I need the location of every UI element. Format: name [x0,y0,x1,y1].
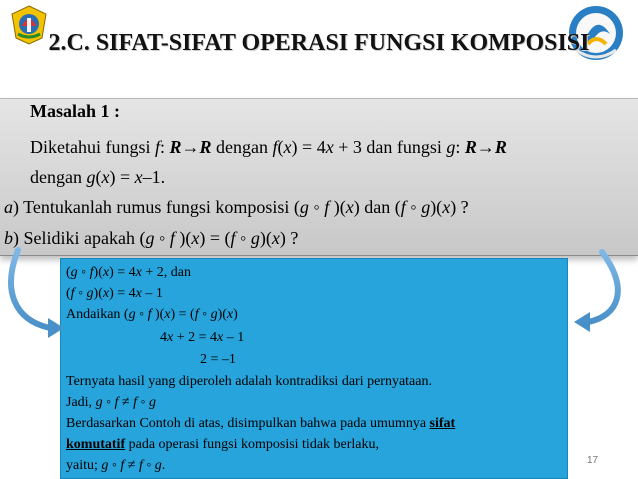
answer-line-3: Andaikan (g ◦ f )(x) = (f ◦ g)(x) [66,307,238,322]
page-number: 17 [587,455,599,466]
problem-question-b: b) Selidiki apakah (g ◦ f )(x) = (f ◦ g)(x) ? [4,228,299,248]
sifat-term: sifat [429,416,456,431]
answer-line-2: (f ◦ g)(x) = 4x – 1 [66,286,163,301]
right-curved-arrow-icon [588,252,618,322]
answer-line-4: 4x + 2 = 4x – 1 [160,330,245,345]
slide-title: 2.C. SIFAT-SIFAT OPERASI FUNGSI KOMPOSISI [48,30,590,56]
answer-line-6: Ternyata hasil yang diperoleh adalah kontradiksi dari pernyataan. [66,374,432,389]
answer-line-1: (g ◦ f)(x) = 4x + 2, dan [66,265,191,280]
problem-heading: Masalah 1 : [30,101,120,121]
answer-line-10: yaitu; g ◦ f ≠ f ◦ g. [66,458,166,473]
answer-line-9-text: pada operasi fungsi komposisi tidak berlaku, [125,437,380,452]
left-curved-arrow-icon [11,250,50,328]
problem-line-2: dengan g(x) = x–1. [30,167,166,187]
right-arrow-head-icon [574,312,590,332]
problem-question-a: a) Tentukanlah rumus fungsi komposisi (g ◦ f )(x) dan (f ◦ g)(x) ? [4,197,469,217]
komutatif-term: komutatif [66,437,126,452]
answer-line-9 [66,436,379,454]
answer-line-8-text: Berdasarkan Contoh di atas, disimpulkan bahwa pada umumnya [66,416,430,431]
answer-line-5: 2 = –1 [200,352,236,367]
problem-line-1: Diketahui fungsi f: R→R dengan f(x) = 4x + 3 dan fungsi g: R→R [30,137,507,157]
answer-line-8 [66,415,455,433]
answer-line-7: Jadi, g ◦ f ≠ f ◦ g [66,395,156,410]
